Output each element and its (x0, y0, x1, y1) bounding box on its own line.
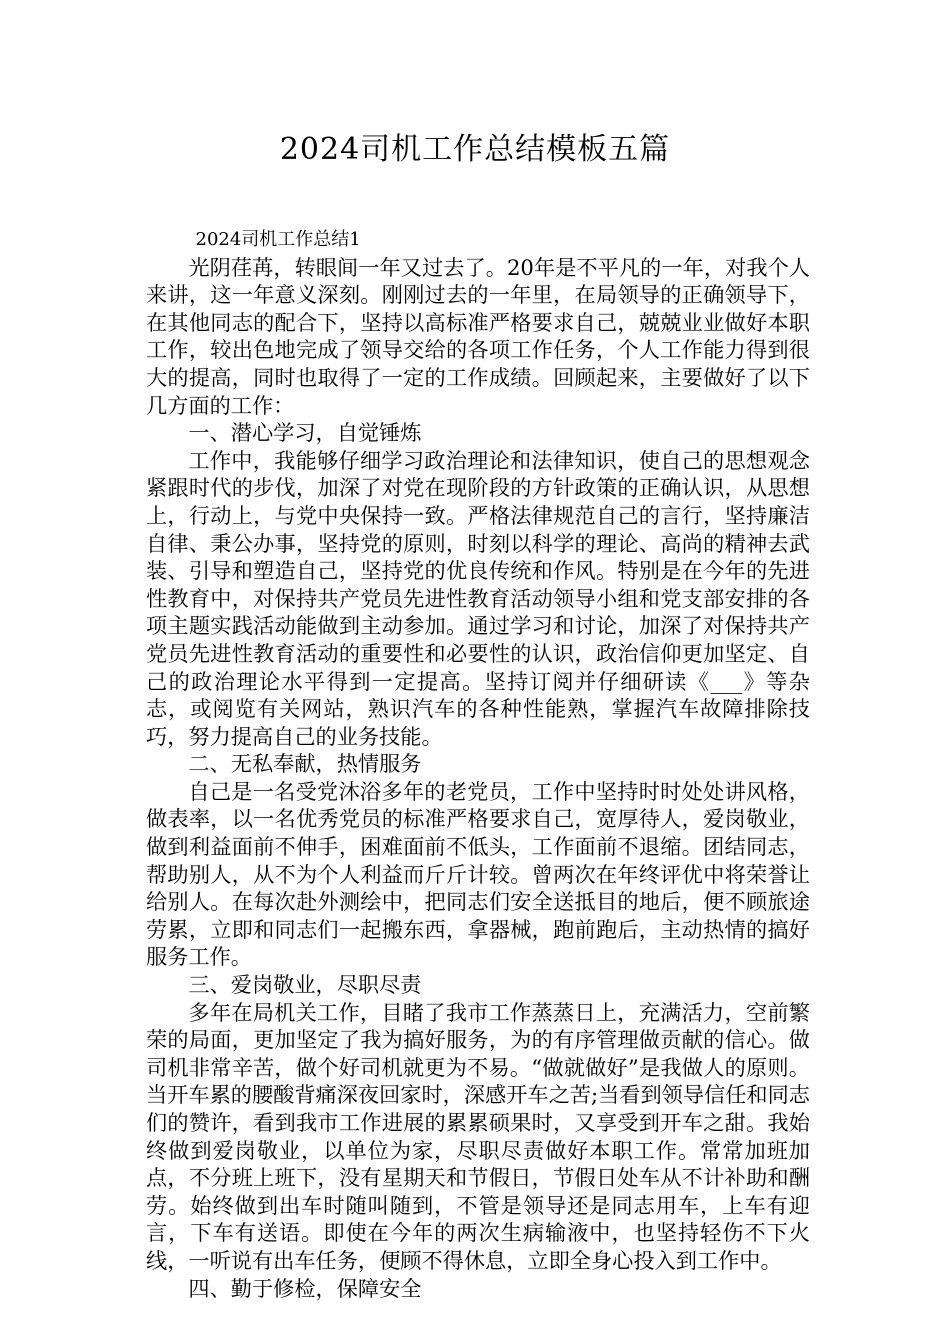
body-paragraph-2: 自己是一名受党沐浴多年的老党员，工作中坚持时时处处讲风格，做表率，以一名优秀党员的标准严格要求自己，宽厚待人，爱岗敬业，做到利益面前不伸手，困难面前不低头，工作面前不退缩。团结同志，帮助别人，从不为个人利益而斤斤计较。曾两次在年终评优中将荣誉让给别人。在每次赴外测绘中，把同志们安全送抵目的地后，便不顾旅途劳累，立即和同志们一起搬东西，拿器械，跑前跑后，主动热情的搞好服务工作。 (146, 778, 810, 970)
section-subtitle: 2024司机工作总结1 (195, 229, 361, 250)
body-paragraph-3: 多年在局机关工作，目睹了我市工作蒸蒸日上，充满活力，空前繁荣的局面，更加坚定了我为搞好服务，为的有序管理做贡献的信心。做司机非常辛苦，做个好司机就更为不易。“做就做好”是我做人的原则。当开车累的腰酸背痛深夜回家时，深感开车之苦;当看到领导信任和同志们的赞许，看到我市工作进展的累累硕果时，又享受到开车之甜。我始终做到爱岗敬业，以单位为家，尽职尽责做好本职工作。常常加班加点，不分班上班下，没有星期天和节假日，节假日处车从不计补助和酬劳。始终做到出车时随叫随到，不管是领导还是同志用车，上车有迎言，下车有送语。即使在今年的两次生病输液中，也坚持轻伤不下火线，一听说有出车任务，便顾不得休息，立即全身心投入到工作中。 (146, 999, 810, 1273)
section-heading-3: 三、爱岗敬业，尽职尽责 (188, 972, 422, 998)
intro-paragraph: 光阴荏苒，转眼间一年又过去了。20年是不平凡的一年，对我个人来讲，这一年意义深刻。刚刚过去的一年里，在局领导的正确领导下，在其他同志的配合下，坚持以高标准严格要求自己，兢兢业业做好本职工作，较出色地完成了领导交给的各项工作任务，个人工作能力得到很大的提高，同时也取得了一定的工作成绩。回顾起来，主要做好了以下几方面的工作： (146, 254, 810, 418)
section-heading-2: 二、无私奉献，热情服务 (188, 751, 422, 777)
document-body (146, 226, 810, 1302)
section-heading-4: 四、勤于修检，保障安全 (188, 1275, 422, 1301)
section-heading-1: 一、潜心学习，自觉锤炼 (188, 420, 422, 446)
document-title: 2024司机工作总结模板五篇 (279, 132, 671, 167)
body-paragraph-1: 工作中，我能够仔细学习政治理论和法律知识，使自己的思想观念紧跟时代的步伐，加深了对党在现阶段的方针政策的正确认识，从思想上，行动上，与党中央保持一致。严格法律规范自己的言行，坚持廉洁自律、秉公办事，坚持党的原则，时刻以科学的理论、高尚的精神去武装、引导和塑造自己，坚持党的优良传统和作风。特别是在今年的先进性教育中，对保持共产党员先进性教育活动领导小组和党支部安排的各项主题实践活动能做到主动参加。通过学习和讨论，加深了对保持共产党员先进性教育活动的重要性和必要性的认识，政治信仰更加坚定、自己的政治理论水平得到一定提高。坚持订阅并仔细研读《___》等杂志，或阅览有关网站，熟识汽车的各种性能熟，掌握汽车故障排除技巧，努力提高自己的业务技能。 (146, 447, 810, 749)
